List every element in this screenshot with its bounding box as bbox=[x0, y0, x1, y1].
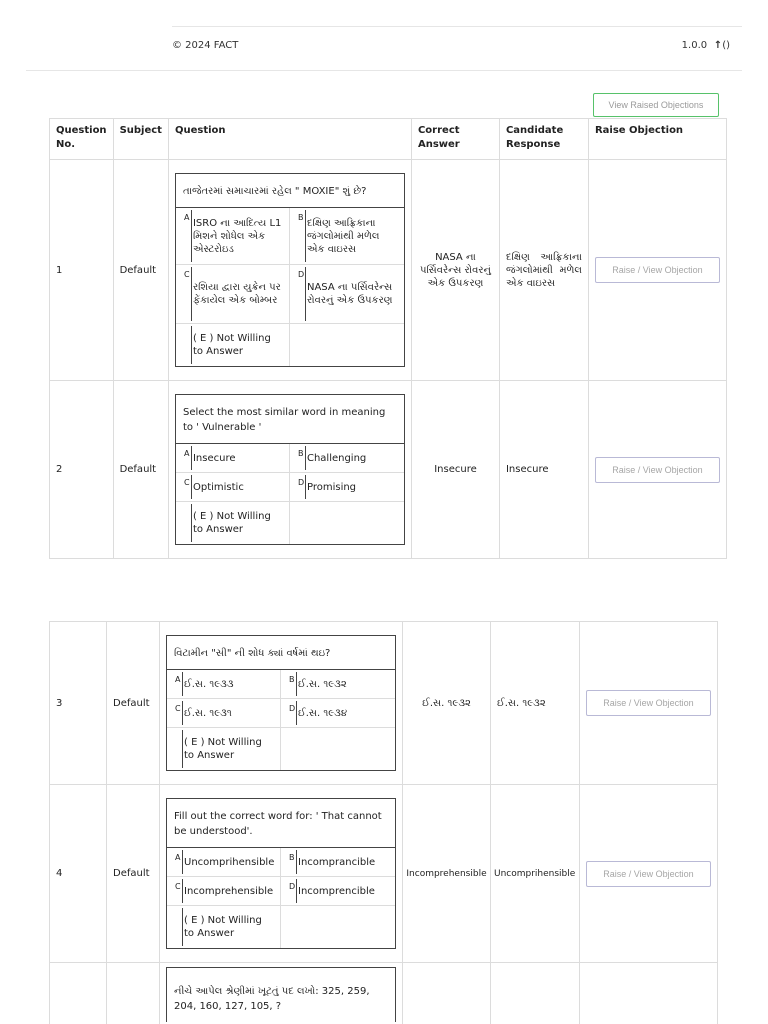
option-letter: D bbox=[297, 270, 305, 279]
question-cell bbox=[160, 963, 403, 1024]
option-b-text: ઈ.સ. ૧૯૩૨ bbox=[298, 678, 347, 690]
candidate-response bbox=[491, 963, 580, 1024]
correct-answer bbox=[403, 963, 491, 1024]
version-suffix: () bbox=[722, 40, 730, 51]
option-d-text: Promising bbox=[306, 481, 357, 493]
option-d bbox=[281, 699, 395, 727]
option-a bbox=[176, 444, 290, 472]
raise-objection-button[interactable]: Raise / View Objection bbox=[586, 690, 711, 716]
raise-objection-button[interactable]: Raise / View Objection bbox=[595, 457, 720, 483]
question-box bbox=[175, 173, 405, 367]
question-box bbox=[166, 635, 396, 771]
raise-objection-cell bbox=[580, 963, 718, 1024]
question-subject bbox=[107, 963, 160, 1024]
option-c-text: રશિયા દ્વારા યુક્રેન પર ફેંકાયેલ એક બોમ્બર bbox=[192, 282, 281, 306]
questions-table-1 bbox=[49, 118, 727, 559]
header-correct-answer: Correct Answer bbox=[411, 119, 499, 160]
option-e bbox=[176, 502, 290, 544]
option-row bbox=[167, 877, 395, 906]
option-letter: D bbox=[297, 478, 305, 487]
option-e bbox=[176, 324, 290, 366]
header-question: Question bbox=[168, 119, 411, 160]
header-question-no: Question No. bbox=[50, 119, 114, 160]
question-text: વિટામીન "સી" ની શોધ ક્યાં વર્ષમાં થઇ? bbox=[167, 636, 395, 670]
question-number: 3 bbox=[50, 622, 107, 785]
question-cell bbox=[168, 160, 411, 381]
question-text: તાજેતરમાં સમાચારમાં રહેલ " MOXIE" શું છે? bbox=[176, 174, 404, 208]
option-b bbox=[281, 848, 395, 876]
candidate-response: Uncomprihensible bbox=[491, 785, 580, 963]
option-letter: D bbox=[289, 704, 296, 713]
option-a-text: Uncomprihensible bbox=[184, 856, 275, 868]
question-subject: Default bbox=[107, 785, 160, 963]
option-letter: B bbox=[297, 213, 304, 222]
candidate-response: Insecure bbox=[499, 381, 588, 559]
table-row bbox=[50, 622, 718, 785]
footer-bar bbox=[172, 26, 742, 70]
option-row bbox=[176, 208, 404, 265]
option-e-text: ( E ) Not Willing to Answer bbox=[192, 511, 271, 535]
option-a bbox=[176, 208, 290, 264]
option-letter: C bbox=[183, 270, 190, 279]
copyright-text: © 2024 FACT bbox=[172, 40, 239, 51]
raise-objection-cell bbox=[588, 381, 726, 559]
question-subject: Default bbox=[113, 160, 168, 381]
option-letter: A bbox=[175, 853, 181, 862]
option-e bbox=[167, 906, 281, 948]
option-a-text: ઈ.સ. ૧૯૩૩ bbox=[184, 678, 234, 690]
option-a-text: Insecure bbox=[192, 452, 236, 464]
option-a-text: ISRO ના આદિત્ય L1 મિશને શોધેલ એક એસ્ટરોઇડ bbox=[192, 217, 282, 255]
arrow-up-icon: ↑ bbox=[710, 40, 723, 51]
questions-table-2 bbox=[49, 621, 718, 1024]
option-a bbox=[167, 670, 281, 698]
option-row bbox=[167, 728, 395, 770]
option-c bbox=[176, 473, 290, 501]
view-raised-objections-button[interactable]: View Raised Objections bbox=[593, 93, 719, 117]
option-b bbox=[290, 444, 404, 472]
question-cell bbox=[160, 785, 403, 963]
version-info bbox=[682, 40, 730, 51]
question-cell bbox=[168, 381, 411, 559]
option-b bbox=[281, 670, 395, 698]
candidate-response: દક્ષિણ આફ્રિકાના જંગલોમાંથી મળેલ એક વાઇરસ bbox=[499, 160, 588, 381]
option-letter: A bbox=[183, 449, 190, 458]
option-e-text: ( E ) Not Willing to Answer bbox=[184, 737, 262, 761]
option-a bbox=[167, 848, 281, 876]
correct-answer: Insecure bbox=[411, 381, 499, 559]
option-d bbox=[290, 265, 404, 323]
option-b-text: દક્ષિણ આફ્રિકાના જંગલોમાંથી મળેલ એક વાઇરસ bbox=[306, 217, 380, 255]
question-number: 1 bbox=[50, 160, 114, 381]
table-row bbox=[50, 963, 718, 1024]
raise-objection-button[interactable]: Raise / View Objection bbox=[586, 861, 711, 887]
option-empty bbox=[290, 502, 404, 544]
option-empty bbox=[281, 906, 395, 948]
option-e-text: ( E ) Not Willing to Answer bbox=[192, 333, 271, 357]
option-row bbox=[167, 670, 395, 699]
option-d-text: ઈ.સ. ૧૯૩૪ bbox=[298, 707, 348, 719]
table-header-row bbox=[50, 119, 727, 160]
option-row bbox=[167, 848, 395, 877]
question-subject: Default bbox=[107, 622, 160, 785]
option-b-text: Incomprancible bbox=[298, 856, 376, 868]
option-c bbox=[167, 877, 281, 905]
option-letter: C bbox=[175, 704, 181, 713]
option-e-text: ( E ) Not Willing to Answer bbox=[184, 915, 262, 939]
question-box bbox=[175, 394, 405, 545]
question-text: Fill out the correct word for: ' That cannot be understood'. bbox=[167, 799, 395, 848]
option-row bbox=[167, 699, 395, 728]
option-d bbox=[290, 473, 404, 501]
option-c-text: Incomprehensible bbox=[184, 885, 274, 897]
option-letter: B bbox=[289, 675, 295, 684]
divider bbox=[26, 70, 742, 71]
option-letter: C bbox=[183, 478, 190, 487]
header-subject: Subject bbox=[113, 119, 168, 160]
option-row bbox=[176, 444, 404, 473]
option-c bbox=[167, 699, 281, 727]
question-box bbox=[166, 798, 396, 949]
option-row bbox=[176, 473, 404, 502]
option-b-text: Challenging bbox=[306, 452, 367, 464]
option-letter: A bbox=[175, 675, 181, 684]
option-row bbox=[176, 265, 404, 324]
option-d-text: Incomprencible bbox=[298, 885, 375, 897]
option-c-text: ઈ.સ. ૧૯૩૧ bbox=[184, 707, 232, 719]
option-b bbox=[290, 208, 404, 264]
question-number: 2 bbox=[50, 381, 114, 559]
correct-answer: ઈ.સ. ૧૯૩૨ bbox=[403, 622, 491, 785]
raise-objection-cell bbox=[580, 785, 718, 963]
header-raise-objection: Raise Objection bbox=[588, 119, 726, 160]
option-row bbox=[176, 502, 404, 544]
table-row bbox=[50, 381, 727, 559]
option-c-text: Optimistic bbox=[192, 481, 244, 493]
option-c bbox=[176, 265, 290, 323]
option-d-text: NASA ના પર્સિવરેન્સ રોવરનું એક ઉપકરણ bbox=[306, 282, 393, 306]
option-d bbox=[281, 877, 395, 905]
raise-objection-cell bbox=[580, 622, 718, 785]
question-cell bbox=[160, 622, 403, 785]
question-text: નીચે આપેલ શ્રેણીમાં ખૂટતું પદ લખો: 325, 259, 204, 160, 127, 105, ? bbox=[174, 986, 370, 1012]
raise-objection-cell bbox=[588, 160, 726, 381]
version-text: 1.0.0 bbox=[681, 40, 708, 51]
option-e bbox=[167, 728, 281, 770]
option-letter: A bbox=[183, 213, 190, 222]
question-number bbox=[50, 963, 107, 1024]
option-row bbox=[176, 324, 404, 366]
table-row bbox=[50, 785, 718, 963]
option-row bbox=[167, 906, 395, 948]
option-letter: B bbox=[289, 853, 295, 862]
correct-answer: NASA ના પર્સિવરેન્સ રોવરનું એક ઉપકરણ bbox=[411, 160, 499, 381]
header-candidate-response: Candidate Response bbox=[499, 119, 588, 160]
correct-answer: Incomprehensible bbox=[403, 785, 491, 963]
question-number: 4 bbox=[50, 785, 107, 963]
question-box bbox=[166, 967, 396, 1022]
option-empty bbox=[290, 324, 404, 366]
table-row bbox=[50, 160, 727, 381]
option-letter: D bbox=[289, 882, 296, 891]
raise-objection-button[interactable]: Raise / View Objection bbox=[595, 257, 720, 283]
option-letter: B bbox=[297, 449, 304, 458]
option-letter: C bbox=[175, 882, 181, 891]
option-empty bbox=[281, 728, 395, 770]
candidate-response: ઈ.સ. ૧૯૩૨ bbox=[491, 622, 580, 785]
question-text: Select the most similar word in meaning to ' Vulnerable ' bbox=[176, 395, 404, 444]
question-subject: Default bbox=[113, 381, 168, 559]
